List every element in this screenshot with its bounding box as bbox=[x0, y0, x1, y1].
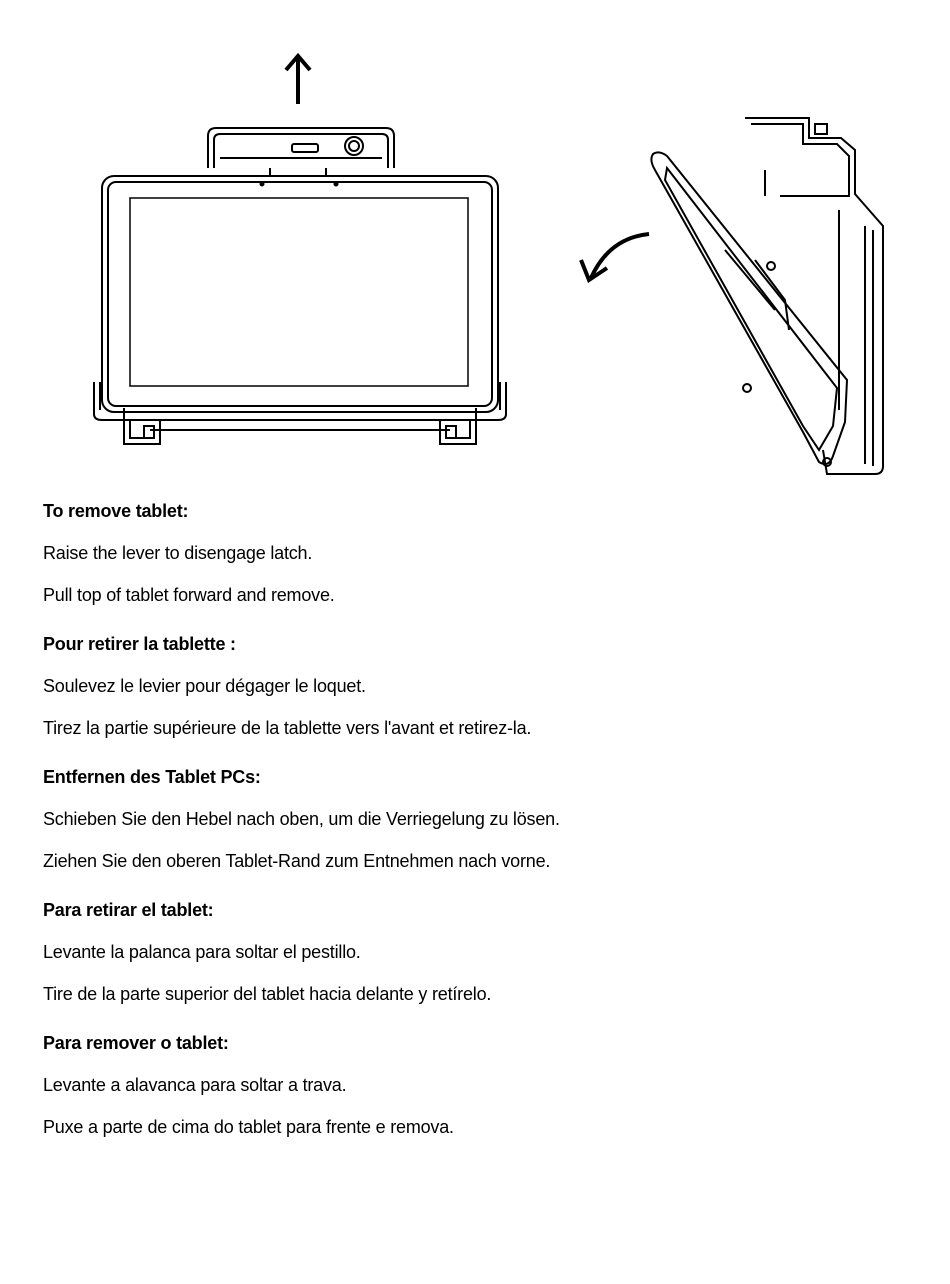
step-text: Puxe a parte de cima do tablet para frente e remova. bbox=[43, 1117, 454, 1137]
tablet-body bbox=[102, 168, 498, 412]
up-arrow-icon bbox=[286, 56, 310, 104]
step-text: Tire de la parte superior del tablet hacia delante y retírelo. bbox=[43, 984, 492, 1004]
step-text: Raise the lever to disengage latch. bbox=[43, 543, 313, 563]
section-heading: Entfernen des Tablet PCs: bbox=[43, 767, 261, 787]
step-text: Schieben Sie den Hebel nach oben, um die Verriegelung zu lösen. bbox=[43, 809, 560, 829]
tablet-side-view-illustration bbox=[575, 110, 895, 480]
tablet-front-view-illustration bbox=[90, 48, 510, 458]
section-heading: Para remover o tablet: bbox=[43, 1033, 229, 1053]
latch-housing bbox=[208, 128, 394, 168]
step-text: Pull top of tablet forward and remove. bbox=[43, 585, 335, 605]
section-heading: Para retirar el tablet: bbox=[43, 900, 214, 920]
section-german bbox=[43, 763, 903, 875]
section-french bbox=[43, 630, 903, 742]
step-text: Tirez la partie supérieure de la tablette vers l'avant et retirez-la. bbox=[43, 718, 532, 738]
section-portuguese bbox=[43, 1029, 903, 1141]
step-text: Soulevez le levier pour dégager le loquet. bbox=[43, 676, 366, 696]
curved-arrow-icon bbox=[581, 234, 649, 280]
step-text: Levante la palanca para soltar el pestillo. bbox=[43, 942, 361, 962]
step-text: Ziehen Sie den oberen Tablet-Rand zum Entnehmen nach vorne. bbox=[43, 851, 551, 871]
section-english bbox=[43, 497, 903, 609]
tilted-tablet bbox=[651, 152, 847, 466]
step-text: Levante a alavanca para soltar a trava. bbox=[43, 1075, 347, 1095]
section-heading: Pour retirer la tablette : bbox=[43, 634, 236, 654]
section-spanish bbox=[43, 896, 903, 1008]
section-heading: To remove tablet: bbox=[43, 501, 189, 521]
instructions bbox=[43, 497, 903, 1162]
